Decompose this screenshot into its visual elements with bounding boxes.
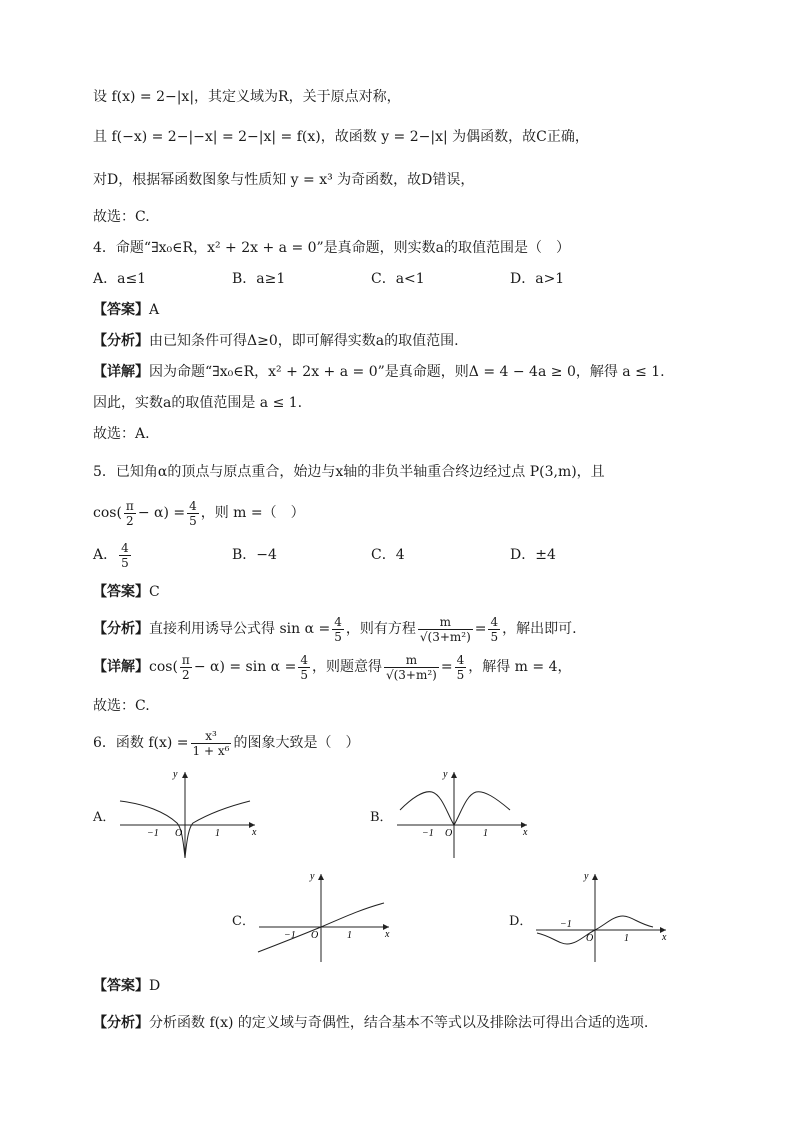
q4-conclusion: 因此，实数a的取值范围是 a ≤ 1. xyxy=(93,395,303,411)
solution-line-2: 且 f(−x) = 2−|−x| = 2−|x| = f(x)，故函数 y = 2−|x| 为偶函数，故C正确， xyxy=(93,129,589,145)
solution-line-1: 设 f(x) = 2−|x|，其定义域为R，关于原点对称， xyxy=(93,89,401,105)
graph-c xyxy=(254,870,399,965)
svg-text:x: x xyxy=(252,827,257,838)
q4-analysis-line xyxy=(93,331,459,351)
q5-analysis-line: 【分析】直接利用诱导公式得 sin α = $\frac{4}{5}$ ，则有方程 $\frac{m}{\text{√(3+m²)}}$ = $\frac{4}{5}$ ，解出即可. xyxy=(93,614,577,644)
q5-detail-line: 【详解】cos( $\frac{\pi}{2}$ − α) = sin α = $\frac{4}{5}$ ，则题意得 $\frac{m}{\text{√(3+m²)}}$ = $\frac{4}{5}$ ，解得 m = 4， xyxy=(93,652,572,682)
q6-stem: 6．函数 f(x) = $\frac{\text{x³}}{\text{1 + x⁶}}$ 的图象大致是（ ） xyxy=(93,728,360,758)
svg-text:O: O xyxy=(311,930,319,941)
q5-option-c: C．4 xyxy=(371,547,405,563)
q5-four-fifths: $\frac{4}{5}$ xyxy=(189,498,197,528)
svg-text:x: x xyxy=(662,932,667,943)
solution-line-4: 故选：C. xyxy=(93,209,150,225)
svg-text:1: 1 xyxy=(347,930,352,941)
q5-answer: C xyxy=(149,584,160,600)
q5-option-d: D．±4 xyxy=(510,547,556,563)
solution-line-3: 对D，根据幂函数图象与性质知 y = x³ 为奇函数，故D错误， xyxy=(93,172,475,188)
svg-text:y: y xyxy=(173,769,178,780)
svg-text:1: 1 xyxy=(215,828,220,839)
svg-text:y: y xyxy=(584,871,589,882)
q5-option-b: B．−4 xyxy=(232,547,277,563)
q4-stem: 4．命题“∃x₀∈R，x² + 2x + a = 0”是真命题，则实数a的取值范围是（ ） xyxy=(93,240,571,256)
svg-text:−1: −1 xyxy=(147,828,159,839)
q4-answer-line xyxy=(93,300,159,320)
q6-function-fraction: $\frac{\text{x³}}{\text{1 + x⁶}}$ xyxy=(192,728,230,758)
graph-d xyxy=(531,870,676,965)
q4-choose: 故选：A. xyxy=(93,426,150,442)
detail-tag: 【详解】 xyxy=(93,659,149,675)
q5-cos-open: cos( xyxy=(93,505,122,521)
analysis-tag: 【分析】 xyxy=(93,333,149,349)
graph-b-label: B． xyxy=(370,810,393,825)
q4-option-a: A．a≤1 xyxy=(93,271,147,287)
q5-minus-alpha: − α) = xyxy=(137,505,186,521)
svg-text:O: O xyxy=(586,933,594,944)
graph-c-label: C． xyxy=(232,914,255,929)
svg-text:1: 1 xyxy=(483,828,488,839)
q5-stem-line-1: 5．已知角α的顶点与原点重合，始边与x轴的非负半轴重合终边经过点 P(3,m)，且 xyxy=(93,464,605,480)
analysis-tag: 【分析】 xyxy=(93,621,149,637)
q5-ask: ，则 m =（ ） xyxy=(200,505,305,521)
svg-text:−1: −1 xyxy=(422,828,434,839)
q4-detail: 因为命题“∃x₀∈R，x² + 2x + a = 0”是真命题，则Δ = 4 − 4a ≥ 0，解得 a ≤ 1. xyxy=(149,364,665,380)
q5-choose: 故选：C. xyxy=(93,698,150,714)
q4-option-d: D．a>1 xyxy=(510,271,565,287)
svg-text:y: y xyxy=(310,871,315,882)
q4-analysis: 由已知条件可得Δ≥0，即可解得实数a的取值范围. xyxy=(149,333,459,349)
q4-option-b: B．a≥1 xyxy=(232,271,286,287)
q6-analysis-line xyxy=(93,1013,648,1033)
graph-b xyxy=(392,768,537,860)
svg-text:y: y xyxy=(443,769,448,780)
svg-text:x: x xyxy=(385,929,390,940)
svg-text:x: x xyxy=(523,827,528,838)
svg-text:−1: −1 xyxy=(284,930,296,941)
graph-d-label: D． xyxy=(509,914,533,929)
q5-stem-line-2 xyxy=(93,498,305,528)
svg-text:1: 1 xyxy=(624,933,629,944)
graph-a xyxy=(115,768,265,860)
q6-answer: D xyxy=(149,978,161,994)
q4-detail-line xyxy=(93,362,665,382)
answer-tag: 【答案】 xyxy=(93,302,149,318)
analysis-tag: 【分析】 xyxy=(93,1015,149,1031)
q4-option-c: C．a<1 xyxy=(371,271,425,287)
q5-pi-over-2: $\frac{\pi}{2}$ xyxy=(125,498,134,528)
svg-text:O: O xyxy=(175,828,183,839)
q5-answer-line xyxy=(93,582,160,602)
svg-text:O: O xyxy=(445,828,453,839)
q6-analysis: 分析函数 f(x) 的定义域与奇偶性，结合基本不等式以及排除法可得出合适的选项. xyxy=(149,1015,649,1031)
answer-tag: 【答案】 xyxy=(93,584,149,600)
q5-option-a: A． $\frac{4}{5}$ xyxy=(93,540,129,570)
q6-answer-line xyxy=(93,976,160,996)
svg-text:−1: −1 xyxy=(560,919,572,930)
answer-tag: 【答案】 xyxy=(93,978,149,994)
q4-answer: A xyxy=(149,302,160,318)
graph-a-label: A． xyxy=(93,810,116,825)
detail-tag: 【详解】 xyxy=(93,364,149,380)
